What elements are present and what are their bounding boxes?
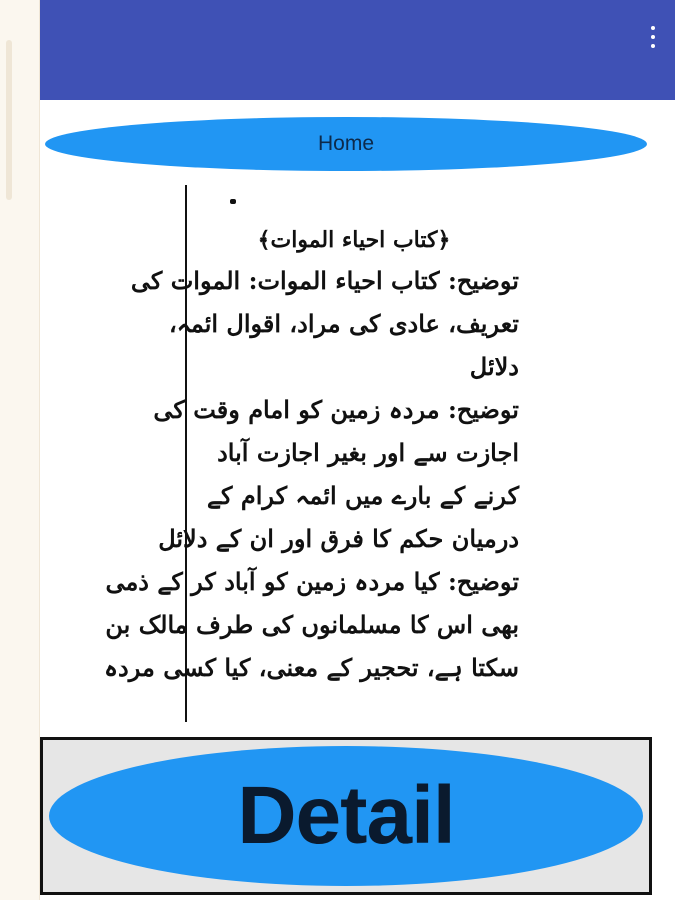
- menu-dot: [651, 26, 655, 30]
- document-line: کرنے کے بارے میں ائمہ کرام کے: [206, 481, 519, 510]
- menu-dot: [651, 35, 655, 39]
- app-bar: [40, 0, 675, 100]
- document-title: ﴿کتاب احیاء الموات﴾: [257, 227, 451, 253]
- detail-container: [40, 737, 652, 895]
- document-line: توضیح: کتاب احیاء الموات: الموات کی: [130, 266, 519, 295]
- edge-handle: [6, 40, 12, 200]
- document-line: تعریف، عادی کی مراد، اقوال ائمہ،: [169, 309, 519, 338]
- ink-speck: [230, 199, 236, 204]
- home-button[interactable]: Home: [45, 117, 647, 171]
- document-text: [103, 221, 519, 689]
- document-line: سکتا ہے، تحجیر کے معنی، کیا کسی مردہ: [103, 653, 519, 682]
- left-edge-panel: [0, 0, 40, 900]
- more-vert-icon[interactable]: [645, 22, 661, 52]
- document-line: درمیان حکم کا فرق اور ان کے دلائل: [158, 524, 519, 553]
- document-line: توضیح: کیا مردہ زمین کو آباد کر کے ذمی: [105, 567, 519, 596]
- document-page-image: [103, 185, 527, 722]
- document-line: بھی اس کا مسلمانوں کی طرف مالک بن: [105, 610, 519, 639]
- document-line: دلائل: [469, 352, 519, 381]
- document-line: اجازت سے اور بغیر اجازت آباد: [217, 438, 519, 467]
- menu-dot: [651, 44, 655, 48]
- detail-button[interactable]: Detail: [49, 746, 643, 886]
- document-line: توضیح: مردہ زمین کو امام وقت کی: [153, 395, 519, 424]
